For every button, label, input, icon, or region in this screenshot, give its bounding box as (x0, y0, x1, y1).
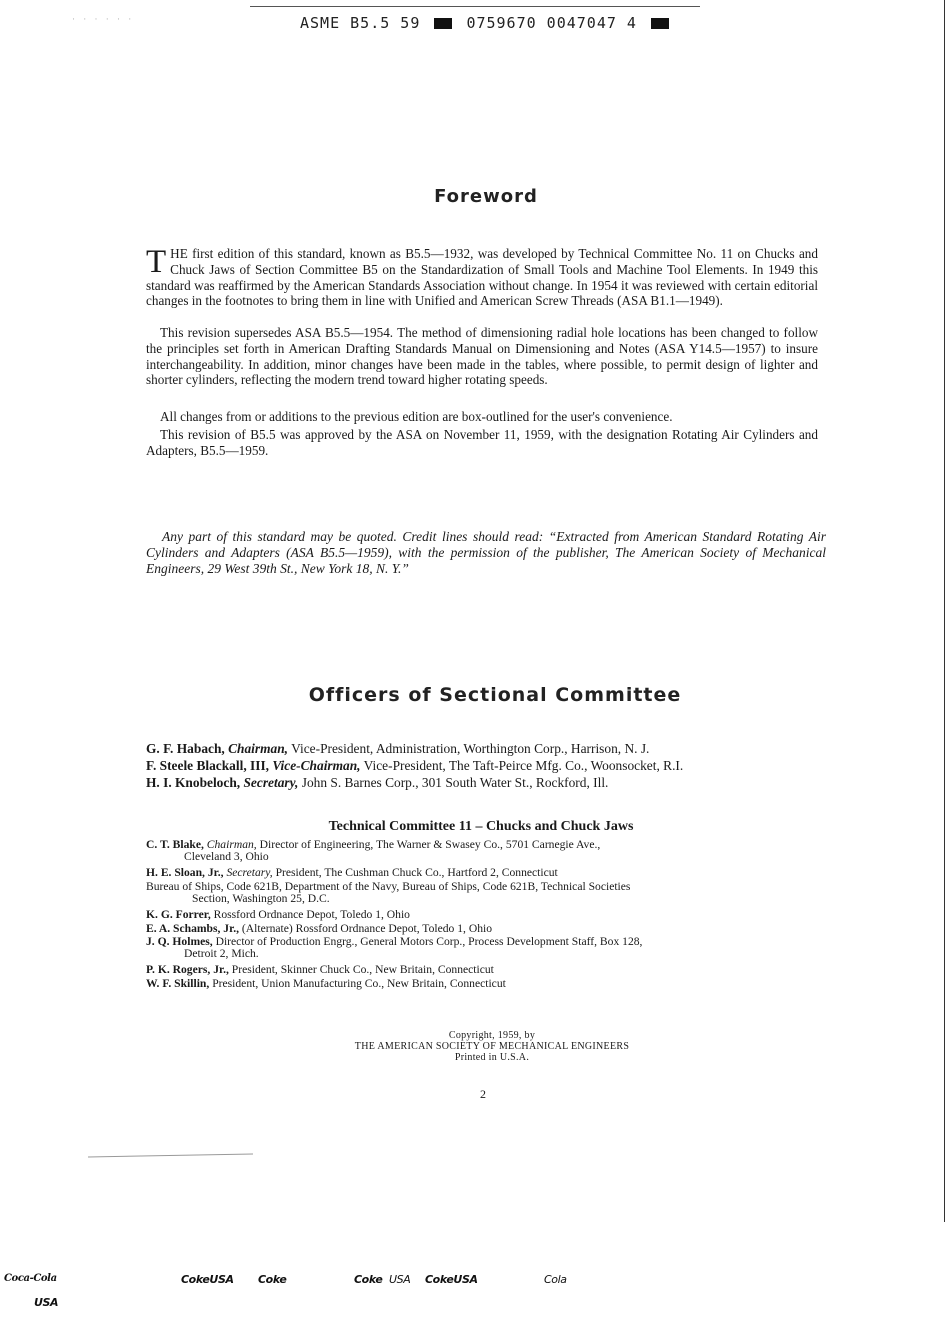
committee-member: Bureau of Ships, Code 621B, Department of the Navy, Bureau of Ships, Code 621B, Technical Societies Section, Washington 25, D.C. (146, 880, 631, 905)
drop-cap: T (146, 244, 167, 280)
committee-member: P. K. Rogers, Jr., President, Skinner Chuck Co., New Britain, Connecticut (146, 963, 494, 976)
footer-mark: Coke (258, 1273, 287, 1286)
officer-row: F. Steele Blackall, III, Vice-Chairman, Vice-President, The Taft-Peirce Mfg. Co., Woonsocket, R.I. (146, 758, 684, 773)
committee-member: C. T. Blake, Chairman, Director of Engineering, The Warner & Swasey Co., 5701 Carnegie Ave., Cleveland 3, Ohio (146, 838, 601, 863)
officer-row: G. F. Habach, Chairman, Vice-President, Administration, Worthington Corp., Harrison, N. J. (146, 741, 650, 756)
foreword-paragraph-1: THE first edition of this standard, known as B5.5—1932, was developed by Technical Committee No. 11 on Chucks and Chuck Jaws of Section Committee B5 on the Standardization of Small Tools and Machine Tool Elements. In 1949 this standard was reaffirmed by the American Standards Association without change. In 1954 it was reviewed with certain editorial changes in the footnotes to bring them in line with Unified and American Screw Threads (ASA B1.1—1949). (146, 244, 818, 309)
footer-mark: Coke (354, 1273, 383, 1286)
foreword-title: Foreword (434, 186, 538, 207)
footer-mark: USA (389, 1273, 411, 1286)
document-code-left: ASME B5.5 59 (300, 14, 421, 32)
document-code-right: 0759670 0047047 4 (466, 14, 637, 32)
scan-mark (88, 1154, 253, 1158)
foreword-paragraph-4: This revision of B5.5 was approved by the ASA on November 11, 1959, with the designation Rotating Air Cylinders and Adapters, B5.5—1959. (146, 427, 818, 458)
credit-line-notice: Any part of this standard may be quoted. Credit lines should read: “Extracted from American Standard Rotating Air Cylinders and Adapters (ASA B5.5—1959), with the permission of the publisher, The American Society of Mechanical Engineers, 29 West 39th St., New York 18, N. Y.” (146, 529, 826, 576)
page-number: 2 (480, 1087, 486, 1101)
committee-member: J. Q. Holmes, Director of Production Engrg., General Motors Corp., Process Development Staff, Box 128, Detroit 2, Mich. (146, 935, 643, 960)
redaction-block-icon (434, 18, 452, 29)
footer-mark: Cola (544, 1273, 567, 1286)
committee-member: K. G. Forrer, Rossford Ordnance Depot, Toledo 1, Ohio (146, 908, 410, 921)
document-code (300, 14, 740, 32)
committee-member: W. F. Skillin, President, Union Manufacturing Co., New Britain, Connecticut (146, 977, 506, 990)
footer-mark: CokeUSA (181, 1273, 234, 1286)
footer-mark: CokeUSA (425, 1273, 478, 1286)
committee-member: E. A. Schambs, Jr., (Alternate) Rossford Ordnance Depot, Toledo 1, Ohio (146, 922, 493, 935)
footer-logo: Coca-Cola (4, 1273, 57, 1284)
foreword-paragraph-2: This revision supersedes ASA B5.5—1954. The method of dimensioning radial hole locations has been changed to follow the principles set forth in American Drafting Standards Manual on Dimensioning and Notes (ASA Y14.5—1957) to insure interchangeability. In addition, minor changes have been made in the tables, where possible, to permit design of lighter and shorter cylinders, reflecting the modern trend toward higher rotating speeds. (146, 325, 818, 388)
top-rule (250, 6, 700, 7)
technical-committee-title: Technical Committee 11 – Chucks and Chuck Jaws (328, 819, 634, 834)
footer-logo-sub: USA (34, 1296, 59, 1309)
committee-member: H. E. Sloan, Jr., Secretary, President, The Cushman Chuck Co., Hartford 2, Connecticut (146, 866, 558, 879)
officer-row: H. I. Knobeloch, Secretary, John S. Barnes Corp., 301 South Water St., Rockford, Ill. (146, 775, 609, 790)
foreword-paragraph-3: All changes from or additions to the previous edition are box-outlined for the user's convenience. (160, 409, 673, 424)
copyright-notice: Copyright, 1959, by THE AMERICAN SOCIETY OF MECHANICAL ENGINEERS Printed in U.S.A. (354, 1030, 630, 1063)
redaction-block-icon (651, 18, 669, 29)
officers-title: Officers of Sectional Committee (308, 684, 682, 706)
scan-artifact: · · · · · · (72, 14, 135, 24)
